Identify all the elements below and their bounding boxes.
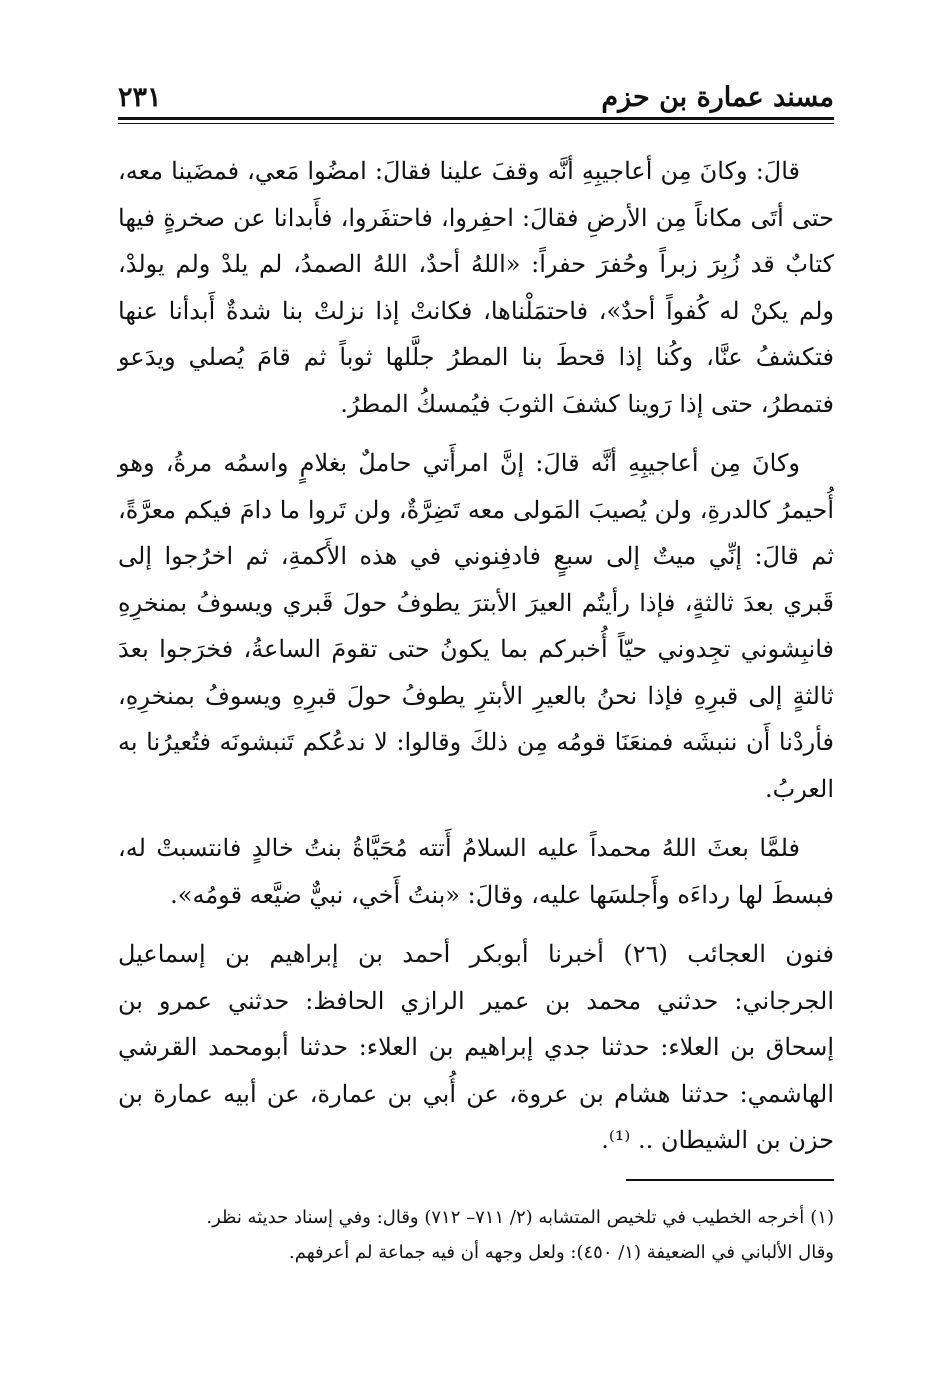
paragraph-gap xyxy=(118,812,834,825)
main-text xyxy=(118,148,834,1164)
paragraph-2: وكانَ مِن أعاجيبِهِ أنَّه قالَ: إنَّ امرأَتي حاملٌ بغلامٍ واسمُه مرةُ، وهو أُحيمرُ كالدرةِ، ولن يُصيبَ المَولى معه تَضِرَّةٌ، ولن تَروا ما دامَ فيكم معرَّةً، ثم قالَ: إنِّي ميتٌ إلى سبعٍ فادفِنوني في هذه الأَكمةِ، ثم اخرُجوا إلى قَبري بعدَ ثالثةٍ، فإذا رأيتُم العيرَ الأبترَ يطوفُ حولَ قَبري ويسوفُ بمنخرِهِ فانبِشوني تجِدوني حيّاً أُخبركم بما يكونُ حتى تقومَ الساعةُ، فخرَجوا بعدَ ثالثةٍ إلى قبرِهِ فإذا نحنُ بالعيرِ الأبترِ يطوفُ حولَ قبرِهِ ويسوفُ بمنخرِهِ، فأردْنا أَن ننبشَه فمنعَنَا قومُه مِن ذلكَ وقالوا: لا ندعُكم تَنبشونَه فتُعيرُنا به العربُ. xyxy=(118,449,834,803)
footnote-1 xyxy=(118,1200,834,1235)
paragraph-4: فنون العجائب (٢٦) أخبرنا أبوبكر أحمد بن إبراهيم بن إسماعيل الجرجاني: حدثني محمد بن عمير الرازي الحافظ: حدثني عمرو بن إسحاق بن العلاء: حدثنا جدي إبراهيم بن العلاء: حدثنا أبومحمد القرشي الهاشمي: حدثنا هشام بن عروة، عن أُبي بن عمارة، عن أبيه عمارة بن حزن بن الشيطان .. ⁽¹⁾. xyxy=(118,940,835,1154)
paragraph-gap xyxy=(118,918,834,931)
header-rule-thin xyxy=(118,123,834,124)
footnote-text: وقال الألباني في الضعيفة (١/ ٤٥٠): ولعل وجهه أن فيه جماعة لم أعرفهم. xyxy=(289,1242,834,1263)
footnotes xyxy=(118,1200,834,1270)
paragraph-gap xyxy=(118,427,834,440)
paragraph-3: فلمَّا بعثَ اللهُ محمداً عليه السلامُ أَتته مُحَيَّاةُ بنتُ خالدٍ فانتسبتْ له، فبسطَ لها رداءَه وأَجلسَها عليه، وقالَ: «بنتُ أَخي، نبيٌّ ضيَّعه قومُه». xyxy=(118,834,834,909)
page-number: ٢٣١ xyxy=(118,82,162,113)
footnote-text: أخرجه الخطيب في تلخيص المتشابه (٢/ ٧١١– ٧١٢) وقال: وفي إسناد حديثه نظر. xyxy=(206,1207,805,1228)
header-rule xyxy=(118,117,834,120)
footnote-number: (١) xyxy=(810,1207,834,1228)
paragraph-1: قالَ: وكانَ مِن أعاجيبِهِ أنَّه وقفَ علينا فقالَ: امضُوا مَعي، فمضَينا معه، حتى أتَى مكاناً مِن الأرضِ فقالَ: احفِروا، فاحتفَروا، فأَبدانا عن صخرةٍ فيها كتابٌ قد زُبِرَ زبراً وحُفرَ حفراً: «اللهُ أحدٌ، اللهُ الصمدُ، لم يلدْ ولم يولدْ، ولم يكنْ له كُفواً أحدٌ»، فاحتمَلْناها، فكانتْ إذا نزلتْ بنا شدةٌ أَبدأنا عنها فتكشفُ عنَّا، وكُنا إذا قحطَ بنا المطرُ جلَّلها ثوباً ثم قامَ يُصلي ويدَعو فتمطرُ، حتى إذا رَوينا كشفَ الثوبَ فيُمسكُ المطرُ. xyxy=(118,157,834,418)
running-title: مسند عمارة بن حزم xyxy=(601,82,834,113)
footnote-rule xyxy=(626,1179,834,1181)
page-header xyxy=(118,80,834,120)
footnote-2 xyxy=(118,1235,834,1270)
